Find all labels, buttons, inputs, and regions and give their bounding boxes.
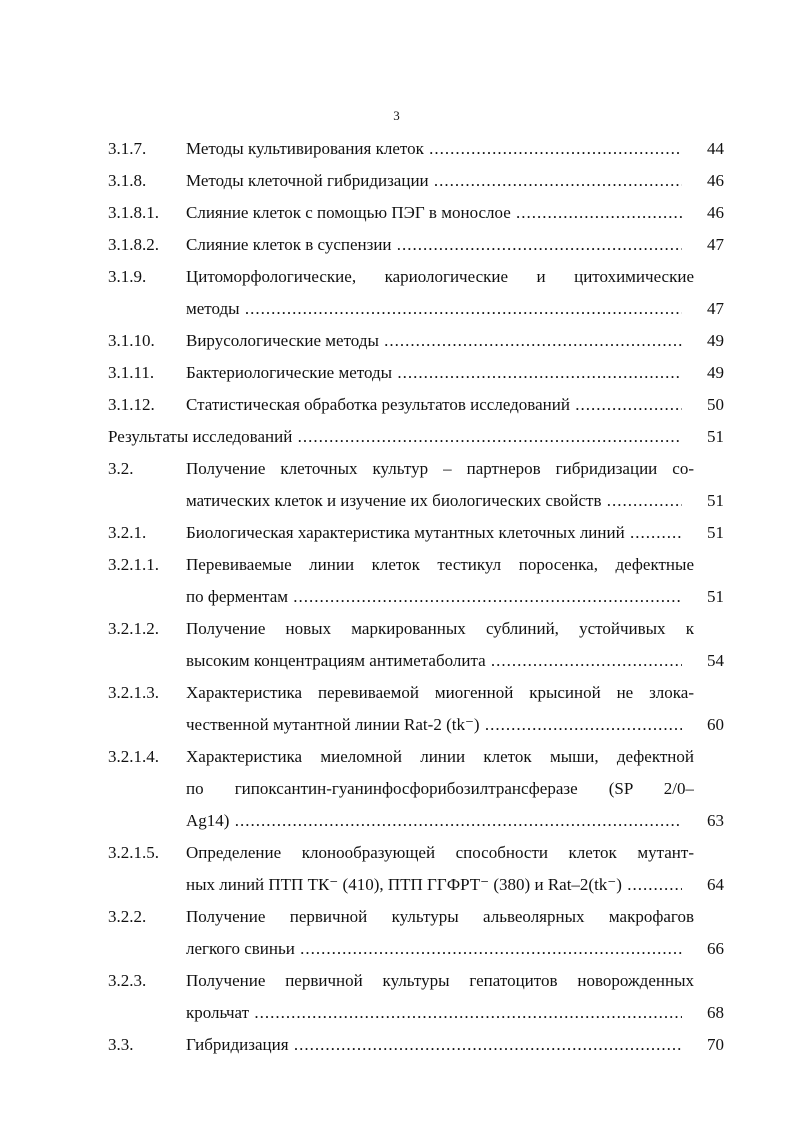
- toc-entry: [108, 965, 724, 1029]
- toc-entry-number: 3.1.9.: [108, 267, 147, 286]
- toc-entry-number: 3.1.8.2.: [108, 235, 159, 254]
- toc-entry-title: Бактериологические методы .....: [186, 357, 682, 389]
- toc-entry-title: Цитоморфологические, кариологические и цитохимические: [186, 267, 694, 286]
- toc-entry: [108, 549, 724, 613]
- toc-line: [108, 1029, 724, 1061]
- toc-entry: [108, 741, 724, 837]
- toc-entry-title: Гибридизация .....: [186, 1029, 682, 1061]
- toc-entry-title: Получение новых маркированных сублиний, устойчивых к: [186, 619, 694, 638]
- toc-line: [108, 549, 724, 581]
- toc-line: [108, 965, 724, 997]
- toc-entry-number: 3.2.2.: [108, 907, 147, 926]
- toc-page-number: 46: [707, 171, 724, 190]
- toc-page-number: 54: [707, 651, 724, 670]
- toc-page-number: 60: [707, 715, 724, 734]
- toc-entry-title: Результаты исследований .....: [108, 421, 682, 453]
- toc-entry-number: 3.2.1.2.: [108, 619, 159, 638]
- toc-entry-title: Получение клеточных культур – партнеров гибридизации со-: [186, 459, 694, 478]
- toc-page-number: 46: [707, 203, 724, 222]
- toc-line: [108, 997, 724, 1029]
- toc-entry: [108, 613, 724, 677]
- toc-entry-title: Определение клонообразующей способности клеток мутант-: [186, 843, 694, 862]
- toc-entry-title: легкого свиньи .....: [186, 933, 682, 965]
- toc-page-number: 68: [707, 1003, 724, 1022]
- toc-entry-number: 3.1.10.: [108, 331, 155, 350]
- toc-page-number: 64: [707, 875, 724, 894]
- toc-entry-title: Вирусологические методы .....: [186, 325, 682, 357]
- toc-page-number: 49: [707, 331, 724, 350]
- toc-entry-title: по гипоксантин-гуанинфосфорибозилтрансферазе (SP 2/0–: [186, 779, 694, 798]
- toc-entry: [108, 325, 724, 357]
- toc-entry-number: 3.2.1.1.: [108, 555, 159, 574]
- toc-line: [108, 901, 724, 933]
- toc-entry: [108, 133, 724, 165]
- toc-line: [108, 197, 724, 229]
- toc-entry-title: Биологическая характеристика мутантных клеточных линий .....: [186, 517, 682, 549]
- toc-line: [108, 261, 724, 293]
- toc-entry-number: 3.1.8.: [108, 171, 147, 190]
- toc-entry-title: высоким концентрациям антиметаболита .....: [186, 645, 682, 677]
- toc-entry: [108, 229, 724, 261]
- toc-line: [108, 453, 724, 485]
- toc-entry: [108, 517, 724, 549]
- toc-entry: [108, 453, 724, 517]
- toc-entry-number: 3.1.7.: [108, 139, 147, 158]
- toc-line: [108, 869, 724, 901]
- toc-entry-number: 3.2.1.4.: [108, 747, 159, 766]
- toc-page-number: 51: [707, 587, 724, 606]
- toc-entry-number: 3.2.: [108, 459, 134, 478]
- toc-line: [108, 741, 724, 773]
- toc-line: [108, 389, 724, 421]
- toc-line: [108, 805, 724, 837]
- toc-entry-title: по ферментам .....: [186, 581, 682, 613]
- toc-page-number: 47: [707, 299, 724, 318]
- toc-entry: [108, 901, 724, 965]
- page-number: 3: [393, 108, 400, 123]
- toc-line: [108, 421, 724, 453]
- toc-entry-title: методы .....: [186, 293, 682, 325]
- toc-entry-number: 3.2.1.3.: [108, 683, 159, 702]
- toc-line: [108, 133, 724, 165]
- toc-entry: [108, 357, 724, 389]
- toc-page-number: 47: [707, 235, 724, 254]
- toc-line: [108, 933, 724, 965]
- toc-page-number: 63: [707, 811, 724, 830]
- toc-line: [108, 293, 724, 325]
- toc-page-number: 70: [707, 1035, 724, 1054]
- toc-entry-title: Характеристика миеломной линии клеток мыши, дефектной: [186, 747, 694, 766]
- toc-line: [108, 773, 724, 805]
- toc-entry: [108, 837, 724, 901]
- toc-line: [108, 709, 724, 741]
- toc-entry: [108, 1029, 724, 1061]
- toc-entry-title: Получение первичной культуры гепатоцитов новорожденных: [186, 971, 694, 990]
- toc-line: [108, 517, 724, 549]
- toc-page-number: 66: [707, 939, 724, 958]
- toc-entry-title: Ag14) .....: [186, 805, 682, 837]
- toc-entry: [108, 165, 724, 197]
- toc-entry-title: крольчат .....: [186, 997, 682, 1029]
- toc-page-number: 49: [707, 363, 724, 382]
- toc-line: [108, 613, 724, 645]
- toc-entry-number: 3.2.3.: [108, 971, 147, 990]
- toc-line: [108, 485, 724, 517]
- toc-entry-number: 3.1.12.: [108, 395, 155, 414]
- toc-page-number: 51: [707, 523, 724, 542]
- toc-entry-title: матических клеток и изучение их биологических свойств .....: [186, 485, 682, 517]
- toc-entry-title: чественной мутантной линии Rat-2 (tk⁻) .....: [186, 709, 682, 741]
- toc-page-number: 50: [707, 395, 724, 414]
- toc-line: [108, 165, 724, 197]
- toc-entry-number: 3.3.: [108, 1035, 134, 1054]
- toc-entry-title: ных линий ПТП ТК⁻ (410), ПТП ГГФРТ⁻ (380) и Rat–2(tk⁻) .....: [186, 869, 682, 901]
- toc-entry-title: Характеристика перевиваемой миогенной крысиной не злока-: [186, 683, 694, 702]
- toc-entry-title: Слияние клеток с помощью ПЭГ в монослое .....: [186, 197, 682, 229]
- toc-line: [108, 581, 724, 613]
- toc-entry-number: 3.2.1.5.: [108, 843, 159, 862]
- toc-line: [108, 677, 724, 709]
- toc-entry: [108, 421, 724, 453]
- toc-entry-title: Статистическая обработка результатов исследований .....: [186, 389, 682, 421]
- toc-page-number: 44: [707, 139, 724, 158]
- toc-entry-number: 3.2.1.: [108, 523, 147, 542]
- toc-line: [108, 357, 724, 389]
- toc-page-number: 51: [707, 491, 724, 510]
- toc-line: [108, 837, 724, 869]
- toc-entry-title: Слияние клеток в суспензии .....: [186, 229, 682, 261]
- toc-entry: [108, 677, 724, 741]
- toc-entry: [108, 197, 724, 229]
- toc-page-number: 51: [707, 427, 724, 446]
- toc-entry-title: Методы клеточной гибридизации .....: [186, 165, 682, 197]
- toc-line: [108, 325, 724, 357]
- toc-line: [108, 229, 724, 261]
- toc-entry-title: Перевиваемые линии клеток тестикул поросенка, дефектные: [186, 555, 694, 574]
- toc-entry: [108, 389, 724, 421]
- toc-entry-number: 3.1.11.: [108, 363, 155, 382]
- toc-entry-number: 3.1.8.1.: [108, 203, 159, 222]
- toc-entry: [108, 261, 724, 325]
- toc-line: [108, 645, 724, 677]
- toc-entry-title: Получение первичной культуры альвеолярных макрофагов: [186, 907, 694, 926]
- toc-entry-title: Методы культивирования клеток .....: [186, 133, 682, 165]
- table-of-contents: [108, 133, 724, 1061]
